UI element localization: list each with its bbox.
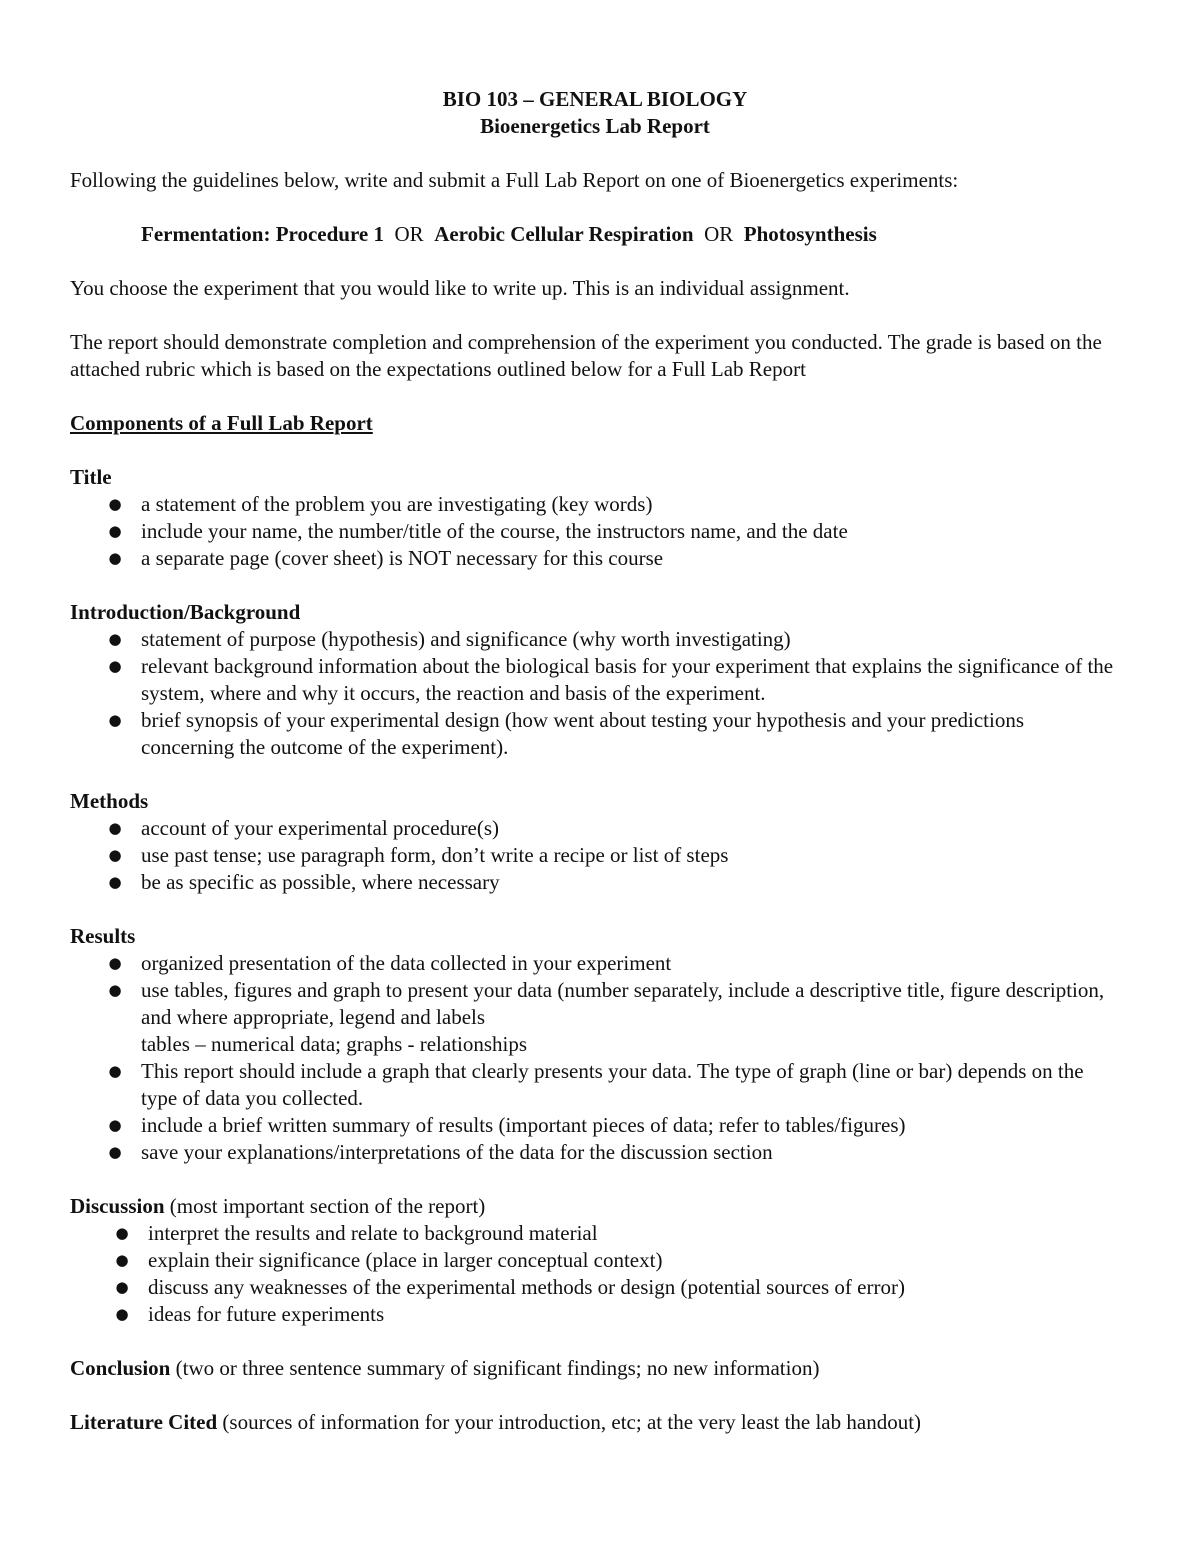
or-separator: OR	[704, 222, 734, 246]
bullet-icon: ●	[108, 495, 122, 513]
bullet-icon: ●	[115, 1278, 129, 1296]
or-separator: OR	[394, 222, 424, 246]
list-item: ● ideas for future experiments	[70, 1301, 1120, 1328]
section-conclusion	[70, 1355, 1120, 1382]
section-title-heading: Title	[70, 465, 112, 489]
section-conclusion-heading: Conclusion	[70, 1356, 171, 1380]
bullet-icon: ●	[108, 954, 122, 972]
section-literature-note: (sources of information for your introduction, etc; at the very least the lab handout)	[217, 1410, 922, 1434]
experiment-choices	[70, 221, 1120, 248]
bullet-icon: ●	[108, 522, 122, 540]
bullet-icon: ●	[108, 1116, 122, 1134]
section-introduction-heading: Introduction/Background	[70, 600, 301, 624]
title-list	[70, 491, 1120, 572]
introduction-list	[70, 626, 1120, 761]
list-item: ● explain their significance (place in larger conceptual context)	[70, 1247, 1120, 1274]
course-title: BIO 103 – GENERAL BIOLOGY	[442, 87, 748, 111]
section-methods-heading: Methods	[70, 789, 149, 813]
bullet-icon: ●	[108, 549, 122, 567]
bullet-icon: ●	[108, 819, 122, 837]
section-discussion	[70, 1193, 1120, 1220]
intro-instructions: Following the guidelines below, write and submit a Full Lab Report on one of Bioenergetics experiments:	[70, 168, 959, 192]
list-item: ● brief synopsis of your experimental design (how went about testing your hypothesis and your predictions concerning the outcome of the experiment).	[70, 707, 1120, 761]
methods-list	[70, 815, 1120, 896]
bullet-icon: ●	[108, 630, 122, 648]
list-item: ● be as specific as possible, where necessary	[70, 869, 1120, 896]
report-title: Bioenergetics Lab Report	[480, 114, 710, 138]
bullet-icon: ●	[108, 1143, 122, 1161]
choice-instructions: You choose the experiment that you would like to write up. This is an individual assignment.	[70, 276, 850, 300]
list-item: ● statement of purpose (hypothesis) and significance (why worth investigating)	[70, 626, 1120, 653]
results-subline: tables – numerical data; graphs - relationships	[141, 1032, 528, 1056]
list-item: ● account of your experimental procedure(s)	[70, 815, 1120, 842]
list-item: ● save your explanations/interpretations of the data for the discussion section	[70, 1139, 1120, 1166]
section-conclusion-note: (two or three sentence summary of significant findings; no new information)	[170, 1356, 820, 1380]
list-item: ● a separate page (cover sheet) is NOT necessary for this course	[70, 545, 1120, 572]
section-discussion-note: (most important section of the report)	[164, 1194, 486, 1218]
results-list-continued	[70, 1058, 1120, 1166]
list-item: ● discuss any weaknesses of the experimental methods or design (potential sources of error)	[70, 1274, 1120, 1301]
choice-photosynthesis: Photosynthesis	[743, 222, 877, 246]
bullet-icon: ●	[108, 657, 122, 675]
list-item: ● use past tense; use paragraph form, don’t write a recipe or list of steps	[70, 842, 1120, 869]
bullet-icon: ●	[108, 981, 122, 999]
list-item: ● interpret the results and relate to background material	[70, 1220, 1120, 1247]
bullet-icon: ●	[115, 1251, 129, 1269]
grading-note: The report should demonstrate completion and comprehension of the experiment you conducted. The grade is based on the attached rubric which is based on the expectations outlined below for a Full Lab Report	[70, 330, 1102, 381]
list-item: ● a statement of the problem you are investigating (key words)	[70, 491, 1120, 518]
bullet-icon: ●	[108, 1062, 122, 1080]
choice-fermentation: Fermentation: Procedure 1	[141, 222, 384, 246]
choice-aerobic: Aerobic Cellular Respiration	[434, 222, 694, 246]
bullet-icon: ●	[115, 1305, 129, 1323]
list-item: ● use tables, figures and graph to present your data (number separately, include a descriptive title, figure description, and where appropriate, legend and labels	[70, 977, 1120, 1031]
discussion-list	[70, 1220, 1120, 1328]
section-literature	[70, 1409, 1120, 1436]
list-item: ● include a brief written summary of results (important pieces of data; refer to tables/figures)	[70, 1112, 1120, 1139]
results-list	[70, 950, 1120, 1031]
list-item: ● organized presentation of the data collected in your experiment	[70, 950, 1120, 977]
bullet-icon: ●	[108, 711, 122, 729]
section-results-heading: Results	[70, 924, 136, 948]
bullet-icon: ●	[108, 846, 122, 864]
bullet-icon: ●	[108, 873, 122, 891]
components-heading: Components of a Full Lab Report	[70, 411, 373, 435]
list-item: ● This report should include a graph that clearly presents your data. The type of graph (line or bar) depends on the type of data you collected.	[70, 1058, 1120, 1112]
list-item: ● relevant background information about the biological basis for your experiment that explains the significance of the system, where and why it occurs, the reaction and basis of the experiment.	[70, 653, 1120, 707]
list-item: ● include your name, the number/title of the course, the instructors name, and the date	[70, 518, 1120, 545]
bullet-icon: ●	[115, 1224, 129, 1242]
section-literature-heading: Literature Cited	[70, 1410, 218, 1434]
section-discussion-heading: Discussion	[70, 1194, 165, 1218]
